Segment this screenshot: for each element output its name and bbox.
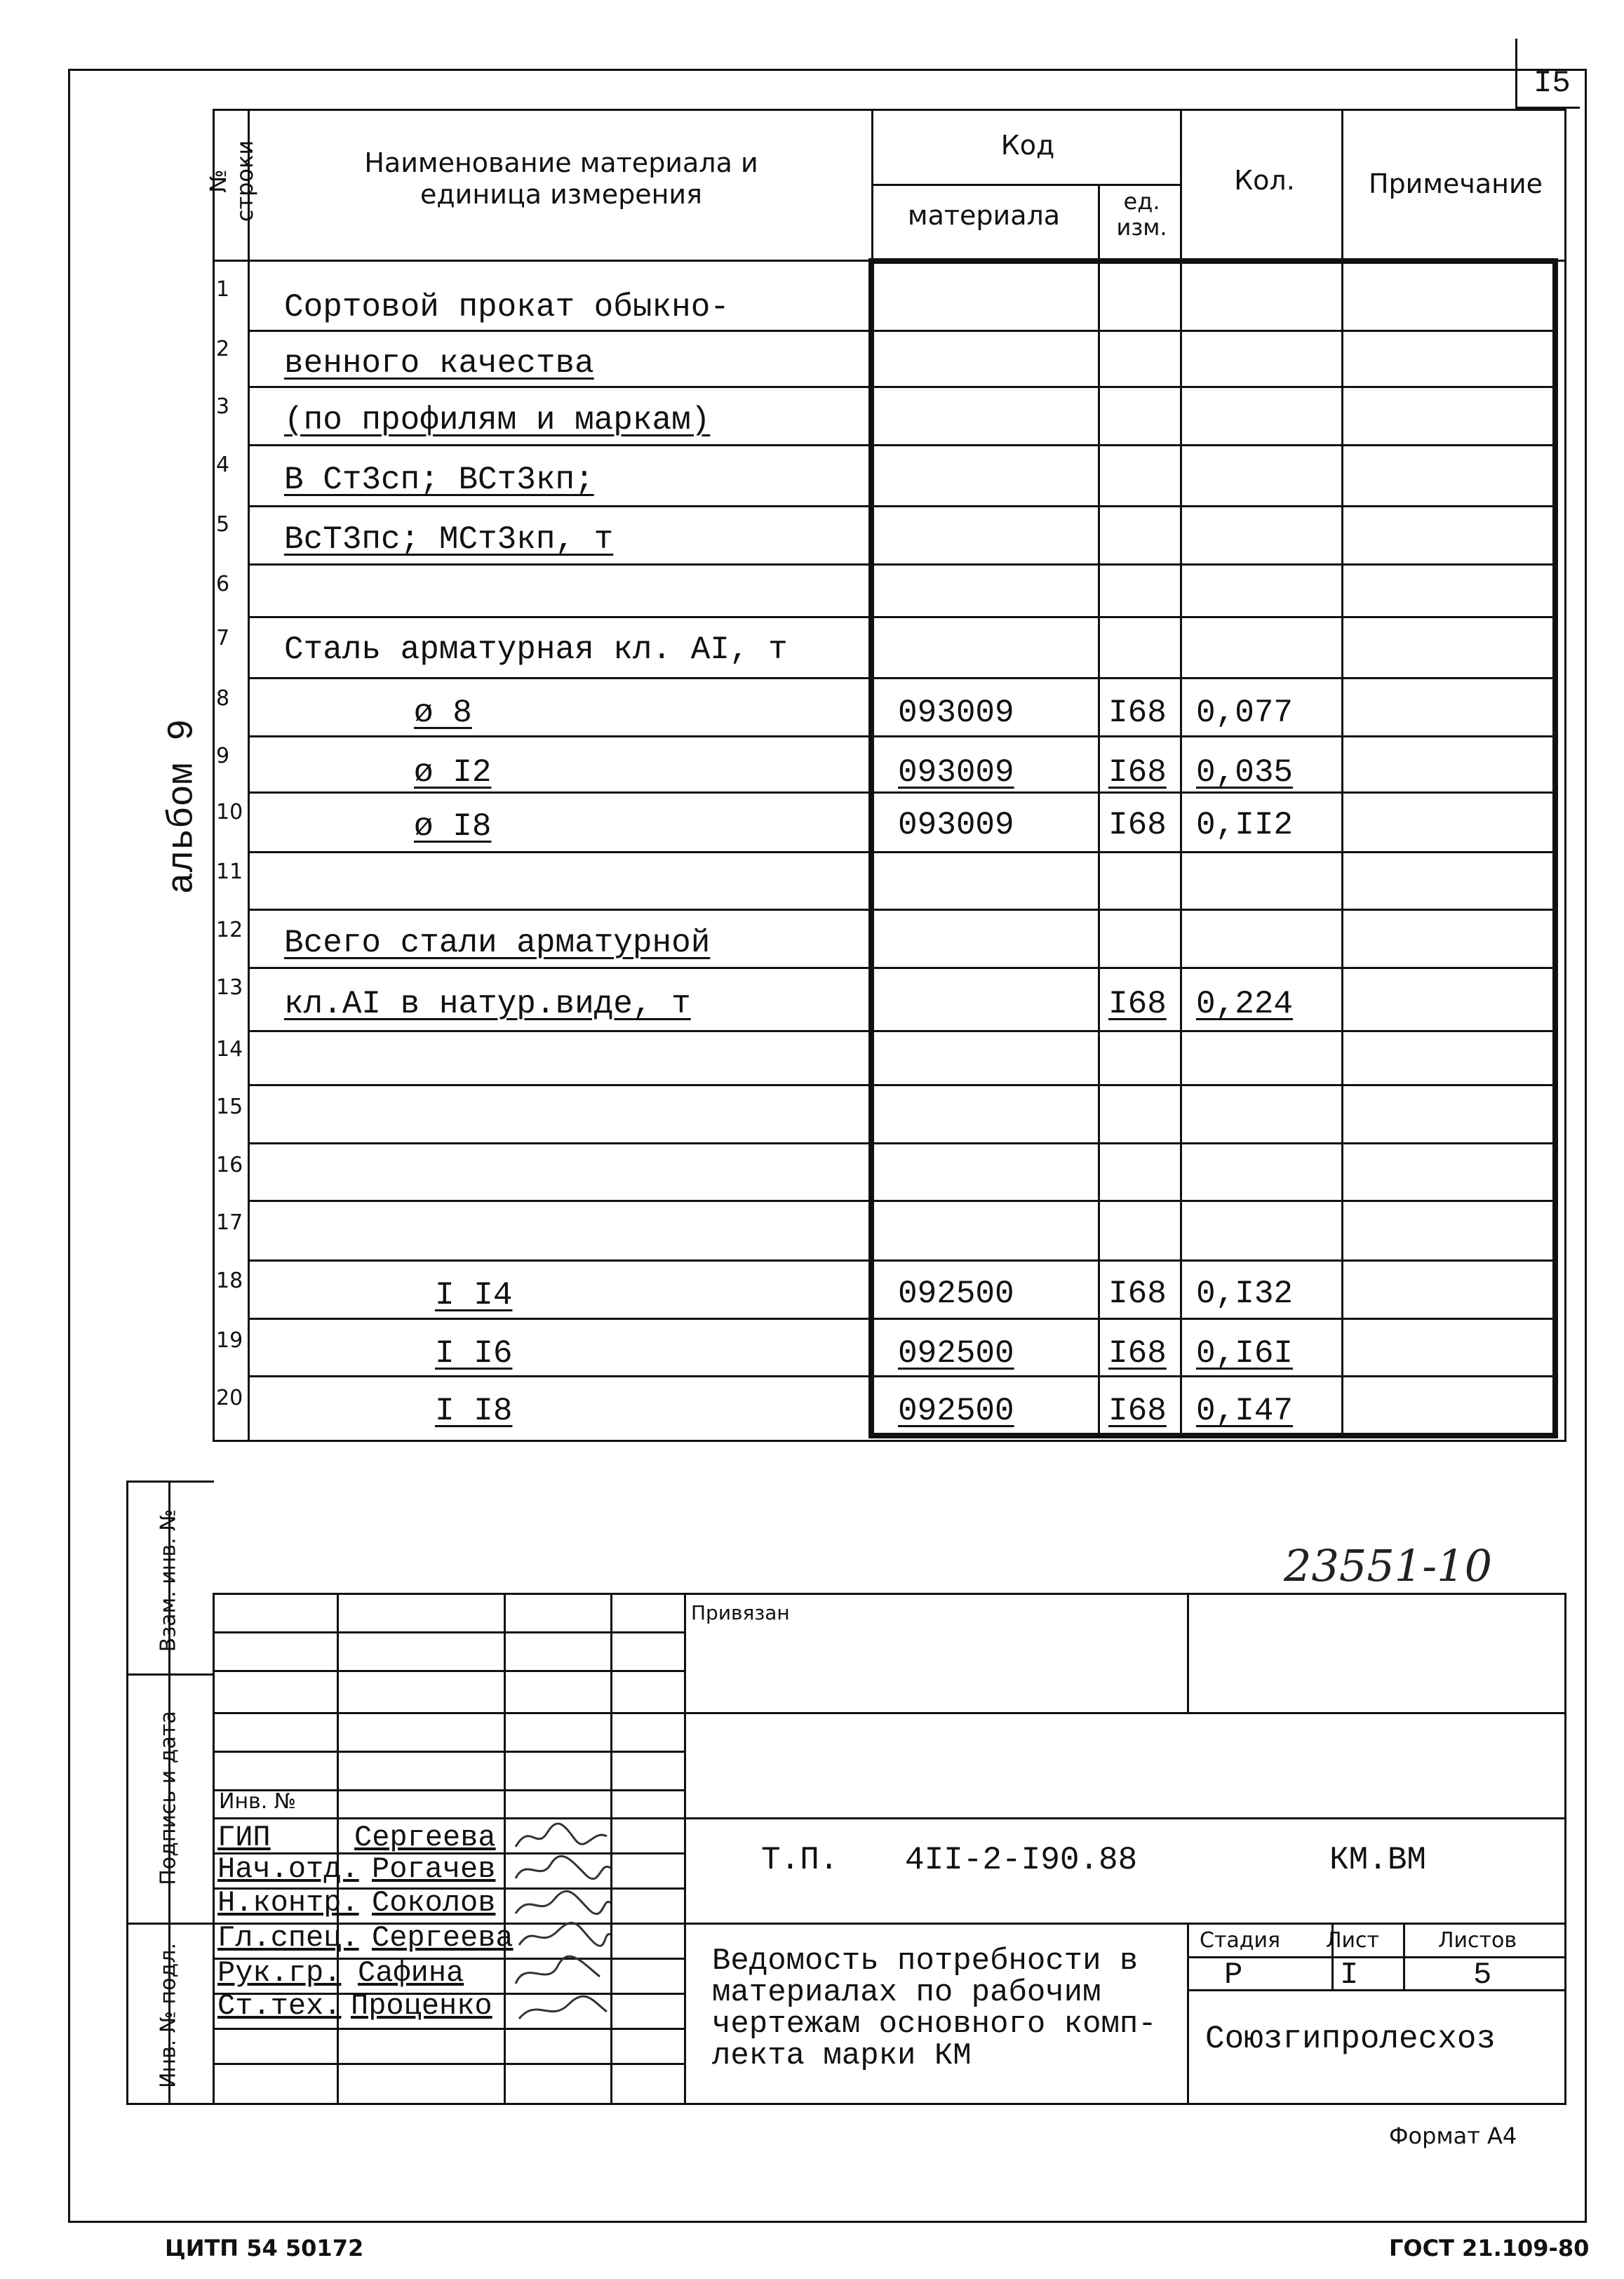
project-code: 4II-2-I90.88 [905, 1842, 1138, 1878]
person-role: Ст.тех. [217, 1989, 342, 2023]
row-qty: 0,I47 [1196, 1393, 1294, 1429]
row-number: 15 [216, 1095, 243, 1119]
row-name: кл.АI в натур.виде, т [284, 986, 691, 1022]
row-number: 19 [216, 1328, 243, 1353]
row-name: ø 8 [414, 695, 472, 731]
row-code: 092500 [898, 1393, 1014, 1429]
header-code: Код [1000, 130, 1055, 161]
doc-title-line: материалах по рабочим [712, 1975, 1101, 2010]
format-label: Формат А4 [1389, 2123, 1517, 2149]
album-side-label: альбом 9 [161, 719, 203, 895]
drawing-mark: КМ.ВМ [1329, 1842, 1427, 1878]
row-code: 093009 [898, 807, 1014, 843]
row-name: (по профилям и маркам) [284, 402, 711, 439]
row-unit: I68 [1108, 1335, 1167, 1372]
person-name: Рогачев [372, 1852, 496, 1886]
row-unit: I68 [1108, 1393, 1167, 1429]
row-number: 9 [216, 744, 230, 768]
row-qty: 0,II2 [1196, 807, 1294, 843]
person-name: Проценко [351, 1989, 492, 2023]
stage-label: Стадия [1200, 1928, 1281, 1953]
row-code: 093009 [898, 754, 1014, 791]
row-name: ø I2 [414, 754, 492, 791]
row-number: 14 [216, 1037, 243, 1062]
row-qty: 0,224 [1196, 986, 1294, 1022]
doc-number-handwritten: 23551-10 [1284, 1540, 1493, 1591]
sheet-label: Лист [1326, 1928, 1380, 1953]
row-code: 092500 [898, 1335, 1014, 1372]
inv-no-label: Инв. № [219, 1789, 297, 1814]
row-number: 5 [216, 512, 230, 537]
header-qty: Кол. [1234, 165, 1295, 196]
row-number: 7 [216, 626, 230, 650]
row-name: ВсТ3пс; МСт3кп, т [284, 521, 614, 558]
row-unit: I68 [1108, 986, 1167, 1022]
row-unit: I68 [1108, 807, 1167, 843]
row-qty: 0,035 [1196, 754, 1294, 791]
header-unit-1: ед. [1123, 188, 1160, 215]
person-role: Гл.спец. [217, 1921, 359, 1955]
person-name: Сафина [358, 1956, 464, 1990]
side-label-vzam: Взам. инв. № [156, 1509, 181, 1652]
person-name: Сергеева [372, 1921, 514, 1955]
sheets-label: Листов [1438, 1928, 1517, 1953]
row-name: Сталь арматурная кл. АI, т [284, 631, 788, 668]
row-name: Сортовой прокат обыкно- [284, 289, 730, 326]
row-number: 2 [216, 337, 230, 361]
doc-title-line: лекта марки КМ [712, 2038, 972, 2073]
row-unit: I68 [1108, 1276, 1167, 1312]
person-name: Соколов [372, 1886, 496, 1920]
row-name: венного качества [284, 345, 594, 382]
header-unit-2: изм. [1116, 214, 1167, 241]
row-number: 17 [216, 1210, 243, 1235]
header-material: материала [907, 200, 1061, 231]
row-name: I I6 [435, 1335, 513, 1372]
project-prefix: Т.П. [761, 1842, 839, 1878]
person-role: Нач.отд. [217, 1852, 359, 1886]
row-code: 092500 [898, 1276, 1014, 1312]
signature-marks [509, 1819, 614, 2033]
organization: Союзгипролесхоз [1205, 2021, 1496, 2057]
row-name: I I8 [435, 1393, 513, 1429]
side-label-inv: Инв. № подл. [156, 1943, 181, 2088]
row-qty: 0,077 [1196, 695, 1294, 731]
row-number: 12 [216, 918, 243, 942]
header-row-no: № строки [205, 140, 258, 222]
row-number: 6 [216, 572, 230, 596]
row-name: ø I8 [414, 808, 492, 845]
person-role: Рук.гр. [217, 1956, 342, 1990]
stage-value: Р [1224, 1958, 1243, 1993]
row-number: 10 [216, 800, 243, 824]
row-number: 8 [216, 686, 230, 711]
header-name-2: единица измерения [420, 179, 702, 210]
sheets-value: 5 [1473, 1958, 1492, 1993]
row-number: 11 [216, 860, 243, 884]
row-name: Всего стали арматурной [284, 925, 711, 961]
row-unit: I68 [1108, 754, 1167, 791]
row-number: 16 [216, 1153, 243, 1177]
row-number: 13 [216, 975, 243, 1000]
row-name: I I4 [435, 1277, 513, 1314]
page-number: I5 [1534, 66, 1571, 101]
row-name: В Ст3сп; ВСт3кп; [284, 462, 594, 498]
doc-title-line: чертежам основного комп- [712, 2007, 1157, 2042]
row-code: 093009 [898, 695, 1014, 731]
person-role: ГИП [217, 1821, 271, 1854]
row-unit: I68 [1108, 695, 1167, 731]
row-qty: 0,I6I [1196, 1335, 1294, 1372]
header-name-1: Наименование материала и [364, 147, 758, 178]
row-number: 20 [216, 1386, 243, 1410]
person-role: Н.контр. [217, 1886, 359, 1920]
row-number: 1 [216, 277, 230, 302]
footer-left: ЦИТП 54 50172 [165, 2235, 364, 2261]
row-number: 4 [216, 453, 230, 477]
row-number: 18 [216, 1269, 243, 1293]
row-number: 3 [216, 394, 230, 419]
side-label-podpis: Подпись и дата [156, 1711, 181, 1885]
sheet-value: I [1340, 1958, 1359, 1993]
person-name: Сергеева [354, 1821, 496, 1854]
doc-title-line: Ведомость потребности в [712, 1944, 1139, 1979]
header-note: Примечание [1368, 168, 1543, 199]
row-qty: 0,I32 [1196, 1276, 1294, 1312]
privyazan-label: Привязан [691, 1601, 790, 1624]
footer-right: ГОСТ 21.109-80 [1389, 2235, 1590, 2261]
